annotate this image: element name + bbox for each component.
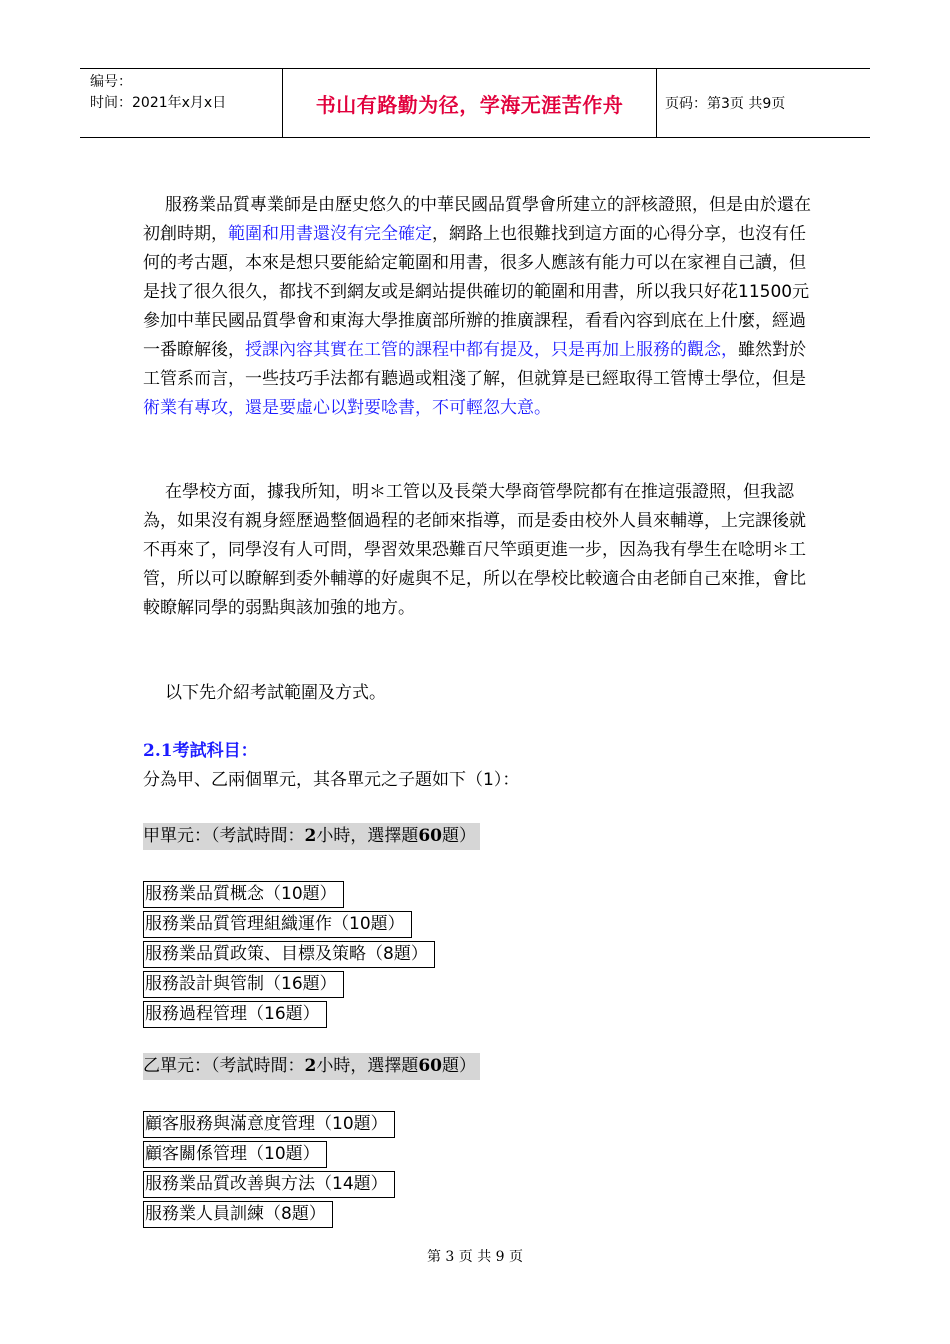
para1-text-2: ，網路上也很難找到這方面的心得分享，也沒有任何的考古題，本來是想只要能給定範圍和用書，很多人應該有能力可以在家裡自己讀，但是找了很久很久，都找不到網友或是網站提供確切的範圍和用書，所以我只好花11500元參加中華民國品質學會和東海大學推廣部所辦的推廣課程，看看內容到底在上什麼，經過一番瞭解後，: [143, 224, 810, 360]
para1-text-1: 服務業品質專業師是由歷史悠久的中華民國品質學會所建立的評核證照，但是由於還在初創時期，: [143, 195, 811, 244]
unit-a-count: 60: [418, 826, 443, 846]
unit-b-count: 60: [418, 1056, 443, 1076]
unit-a-mid: 小時，選擇題: [316, 826, 419, 846]
unit-b-subject: 服務業品質改善與方法（14題）: [143, 1171, 395, 1198]
section-title: 2.1考試科目：: [143, 741, 258, 761]
unit-b-heading: [143, 1053, 480, 1080]
unit-a-subject-list: [143, 881, 435, 1031]
paragraph-school: 在學校方面，據我所知，明＊工管以及長榮大學商管學院都有在推這張證照，但我認為，如果沒有親身經歷過整個過程的老師來指導，而是委由校外人員來輔導，上完課後就不再來了，同學沒有人可問，學習效果恐難百尺竿頭更進一步，因為我有學生在唸明＊工管，所以可以瞭解到委外輔導的好處與不足，所以在學校比較適合由老師自己來推，會比較瞭解同學的弱點與該加強的地方。: [143, 482, 806, 618]
unit-a-subject: 服務設計與管制（16題）: [143, 971, 344, 998]
unit-b-subject: 服務業人員訓練（8題）: [143, 1201, 333, 1228]
header-motto-cell: [283, 69, 657, 137]
unit-a-post: 題）: [442, 826, 477, 846]
unit-a-heading: [143, 823, 480, 850]
page-header: [80, 68, 870, 138]
header-motto: 书山有路勤为径，学海无涯苦作舟: [315, 92, 624, 117]
document-number-label: 编号：: [90, 74, 132, 90]
page-footer: 第 3 页 共 9 页: [426, 1249, 524, 1265]
para1-highlight-3: 術業有專攻，還是要虛心以對要唸書，不可輕忽大意。: [143, 398, 551, 418]
unit-a-subject: 服務業品質管理組織運作（10題）: [143, 911, 412, 938]
unit-b-subject: 顧客關係管理（10題）: [143, 1141, 327, 1168]
header-meta: [80, 69, 283, 137]
para1-text-3: 雖然對於工管系而言，一些技巧手法都有聽過或粗淺了解，但就算是已經取得工管博士學位，但是: [143, 340, 806, 389]
document-date: 时间：2021年x月x日: [90, 95, 227, 111]
header-page-info: 页码：第3页 共9页: [665, 96, 786, 112]
para1-highlight-1: 範圍和用書還沒有完全確定: [228, 224, 432, 244]
unit-b-pre: 乙單元：（考試時間：: [143, 1056, 305, 1076]
unit-b-mid: 小時，選擇題: [316, 1056, 419, 1076]
paragraph-intro: [143, 191, 813, 423]
intro-line: 以下先介紹考試範圍及方式。: [165, 683, 386, 703]
unit-b-hours: 2: [304, 1056, 317, 1076]
unit-a-pre: 甲單元：（考試時間：: [143, 826, 305, 846]
unit-a-subject: 服務過程管理（16題）: [143, 1001, 327, 1028]
unit-b-subject-list: [143, 1111, 395, 1231]
para1-highlight-2: 授課內容其實在工管的課程中都有提及，只是再加上服務的觀念，: [245, 340, 738, 360]
unit-b-subject: 顧客服務與滿意度管理（10題）: [143, 1111, 395, 1138]
unit-a-subject: 服務業品質政策、目標及策略（8題）: [143, 941, 435, 968]
unit-a-subject: 服務業品質概念（10題）: [143, 881, 344, 908]
unit-a-hours: 2: [304, 826, 317, 846]
unit-b-post: 題）: [442, 1056, 477, 1076]
section-description: 分為甲、乙兩個單元，其各單元之子題如下（1）：: [143, 770, 520, 790]
